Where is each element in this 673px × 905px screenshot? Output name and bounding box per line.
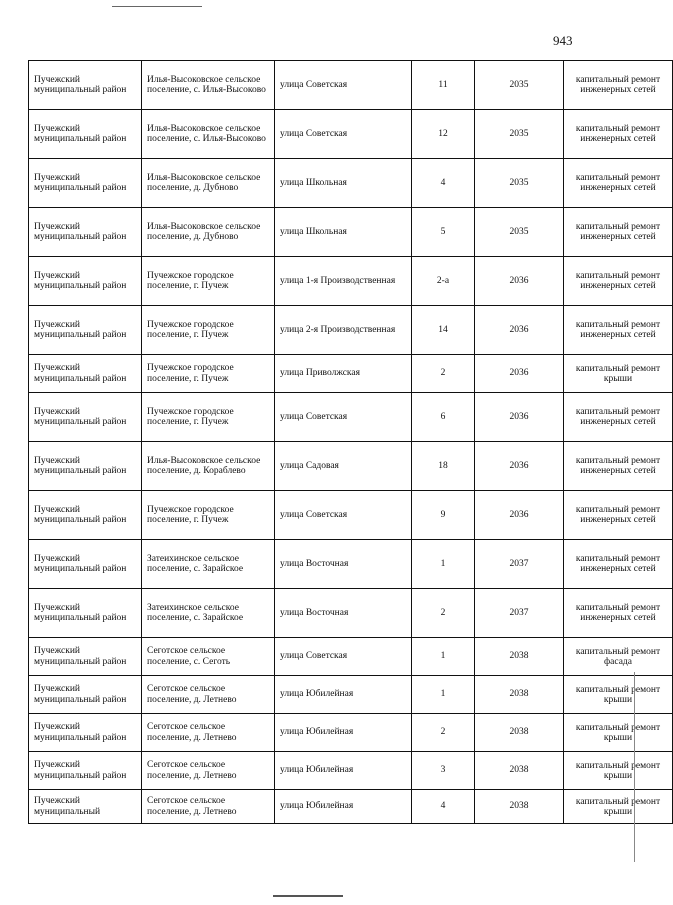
house-number-cell: 5 <box>412 208 475 257</box>
page-number: 943 <box>553 33 573 48</box>
records-table <box>28 60 673 824</box>
table-row <box>29 442 673 491</box>
house-number-cell: 9 <box>412 491 475 540</box>
house-number-cell: 12 <box>412 110 475 159</box>
table-row <box>29 257 673 306</box>
work-type-cell: капитальный ремонт инженерных сетей <box>564 257 673 306</box>
work-type-cell: капитальный ремонт крыши <box>564 714 673 752</box>
table-row <box>29 790 673 824</box>
table-row <box>29 638 673 676</box>
year-cell: 2038 <box>475 676 564 714</box>
year-cell: 2035 <box>475 110 564 159</box>
table-row <box>29 491 673 540</box>
settlement-cell: Затеихинское сельское поселение, с. Зарайское <box>142 589 275 638</box>
settlement-cell: Пучежское городское поселение, г. Пучеж <box>142 491 275 540</box>
work-type-cell: капитальный ремонт инженерных сетей <box>564 159 673 208</box>
house-number-cell: 2 <box>412 589 475 638</box>
district-cell: Пучежский муниципальный район <box>29 638 142 676</box>
house-number-cell: 1 <box>412 638 475 676</box>
table-row <box>29 676 673 714</box>
house-number-cell: 4 <box>412 159 475 208</box>
table-row <box>29 714 673 752</box>
work-type-cell: капитальный ремонт крыши <box>564 790 673 824</box>
year-cell: 2036 <box>475 306 564 355</box>
street-cell: улица Школьная <box>275 159 412 208</box>
street-cell: улица Советская <box>275 638 412 676</box>
settlement-cell: Пучежское городское поселение, г. Пучеж <box>142 306 275 355</box>
district-cell: Пучежский муниципальный район <box>29 393 142 442</box>
district-cell: Пучежский муниципальный район <box>29 355 142 393</box>
year-cell: 2037 <box>475 540 564 589</box>
district-cell: Пучежский муниципальный район <box>29 110 142 159</box>
house-number-cell: 2 <box>412 714 475 752</box>
house-number-cell: 1 <box>412 676 475 714</box>
street-cell: улица 2-я Производственная <box>275 306 412 355</box>
house-number-cell: 11 <box>412 61 475 110</box>
settlement-cell: Сеготское сельское поселение, д. Летнево <box>142 676 275 714</box>
street-cell: улица Советская <box>275 393 412 442</box>
house-number-cell: 18 <box>412 442 475 491</box>
scan-edge-mark <box>634 672 635 862</box>
settlement-cell: Илья-Высоковское сельское поселение, д. Кораблево <box>142 442 275 491</box>
house-number-cell: 6 <box>412 393 475 442</box>
settlement-cell: Затеихинское сельское поселение, с. Зарайское <box>142 540 275 589</box>
work-type-cell: капитальный ремонт инженерных сетей <box>564 110 673 159</box>
work-type-cell: капитальный ремонт крыши <box>564 355 673 393</box>
bottom-rule <box>273 895 343 897</box>
district-cell: Пучежский муниципальный район <box>29 752 142 790</box>
district-cell: Пучежский муниципальный район <box>29 159 142 208</box>
year-cell: 2035 <box>475 208 564 257</box>
street-cell: улица Школьная <box>275 208 412 257</box>
table-row <box>29 110 673 159</box>
settlement-cell: Пучежское городское поселение, г. Пучеж <box>142 393 275 442</box>
work-type-cell: капитальный ремонт крыши <box>564 752 673 790</box>
settlement-cell: Сеготское сельское поселение, д. Летнево <box>142 714 275 752</box>
top-rule <box>112 6 202 7</box>
district-cell: Пучежский муниципальный район <box>29 714 142 752</box>
settlement-cell: Илья-Высоковское сельское поселение, д. Дубново <box>142 208 275 257</box>
district-cell: Пучежский муниципальный район <box>29 491 142 540</box>
year-cell: 2036 <box>475 491 564 540</box>
district-cell: Пучежский муниципальный район <box>29 61 142 110</box>
house-number-cell: 3 <box>412 752 475 790</box>
district-cell: Пучежский муниципальный район <box>29 306 142 355</box>
street-cell: улица Садовая <box>275 442 412 491</box>
table-row <box>29 306 673 355</box>
work-type-cell: капитальный ремонт инженерных сетей <box>564 589 673 638</box>
table-row <box>29 355 673 393</box>
table-row <box>29 752 673 790</box>
year-cell: 2038 <box>475 714 564 752</box>
work-type-cell: капитальный ремонт фасада <box>564 638 673 676</box>
settlement-cell: Илья-Высоковское сельское поселение, с. Илья-Высоково <box>142 61 275 110</box>
work-type-cell: капитальный ремонт инженерных сетей <box>564 491 673 540</box>
district-cell: Пучежский муниципальный район <box>29 257 142 306</box>
table-row <box>29 208 673 257</box>
street-cell: улица Восточная <box>275 589 412 638</box>
settlement-cell: Пучежское городское поселение, г. Пучеж <box>142 257 275 306</box>
year-cell: 2037 <box>475 589 564 638</box>
year-cell: 2035 <box>475 61 564 110</box>
settlement-cell: Илья-Высоковское сельское поселение, с. Илья-Высоково <box>142 110 275 159</box>
street-cell: улица Юбилейная <box>275 752 412 790</box>
street-cell: улица Восточная <box>275 540 412 589</box>
work-type-cell: капитальный ремонт инженерных сетей <box>564 540 673 589</box>
year-cell: 2038 <box>475 752 564 790</box>
year-cell: 2038 <box>475 790 564 824</box>
district-cell: Пучежский муниципальный район <box>29 676 142 714</box>
year-cell: 2036 <box>475 393 564 442</box>
settlement-cell: Пучежское городское поселение, г. Пучеж <box>142 355 275 393</box>
work-type-cell: капитальный ремонт инженерных сетей <box>564 61 673 110</box>
year-cell: 2035 <box>475 159 564 208</box>
work-type-cell: капитальный ремонт крыши <box>564 676 673 714</box>
year-cell: 2036 <box>475 442 564 491</box>
street-cell: улица Советская <box>275 491 412 540</box>
district-cell: Пучежский муниципальный <box>29 790 142 824</box>
district-cell: Пучежский муниципальный район <box>29 540 142 589</box>
work-type-cell: капитальный ремонт инженерных сетей <box>564 442 673 491</box>
district-cell: Пучежский муниципальный район <box>29 442 142 491</box>
year-cell: 2036 <box>475 355 564 393</box>
house-number-cell: 2-а <box>412 257 475 306</box>
work-type-cell: капитальный ремонт инженерных сетей <box>564 306 673 355</box>
house-number-cell: 4 <box>412 790 475 824</box>
street-cell: улица Юбилейная <box>275 714 412 752</box>
street-cell: улица Юбилейная <box>275 790 412 824</box>
street-cell: улица 1-я Производственная <box>275 257 412 306</box>
year-cell: 2036 <box>475 257 564 306</box>
district-cell: Пучежский муниципальный район <box>29 589 142 638</box>
table-row <box>29 540 673 589</box>
table-row <box>29 159 673 208</box>
street-cell: улица Юбилейная <box>275 676 412 714</box>
settlement-cell: Сеготское сельское поселение, д. Летнево <box>142 752 275 790</box>
year-cell: 2038 <box>475 638 564 676</box>
table-row <box>29 393 673 442</box>
table-row <box>29 589 673 638</box>
settlement-cell: Сеготское сельское поселение, с. Сеготь <box>142 638 275 676</box>
house-number-cell: 1 <box>412 540 475 589</box>
work-type-cell: капитальный ремонт инженерных сетей <box>564 393 673 442</box>
house-number-cell: 14 <box>412 306 475 355</box>
settlement-cell: Сеготское сельское поселение, д. Летнево <box>142 790 275 824</box>
house-number-cell: 2 <box>412 355 475 393</box>
table-row <box>29 61 673 110</box>
district-cell: Пучежский муниципальный район <box>29 208 142 257</box>
street-cell: улица Советская <box>275 110 412 159</box>
settlement-cell: Илья-Высоковское сельское поселение, д. Дубново <box>142 159 275 208</box>
work-type-cell: капитальный ремонт инженерных сетей <box>564 208 673 257</box>
street-cell: улица Приволжская <box>275 355 412 393</box>
street-cell: улица Советская <box>275 61 412 110</box>
